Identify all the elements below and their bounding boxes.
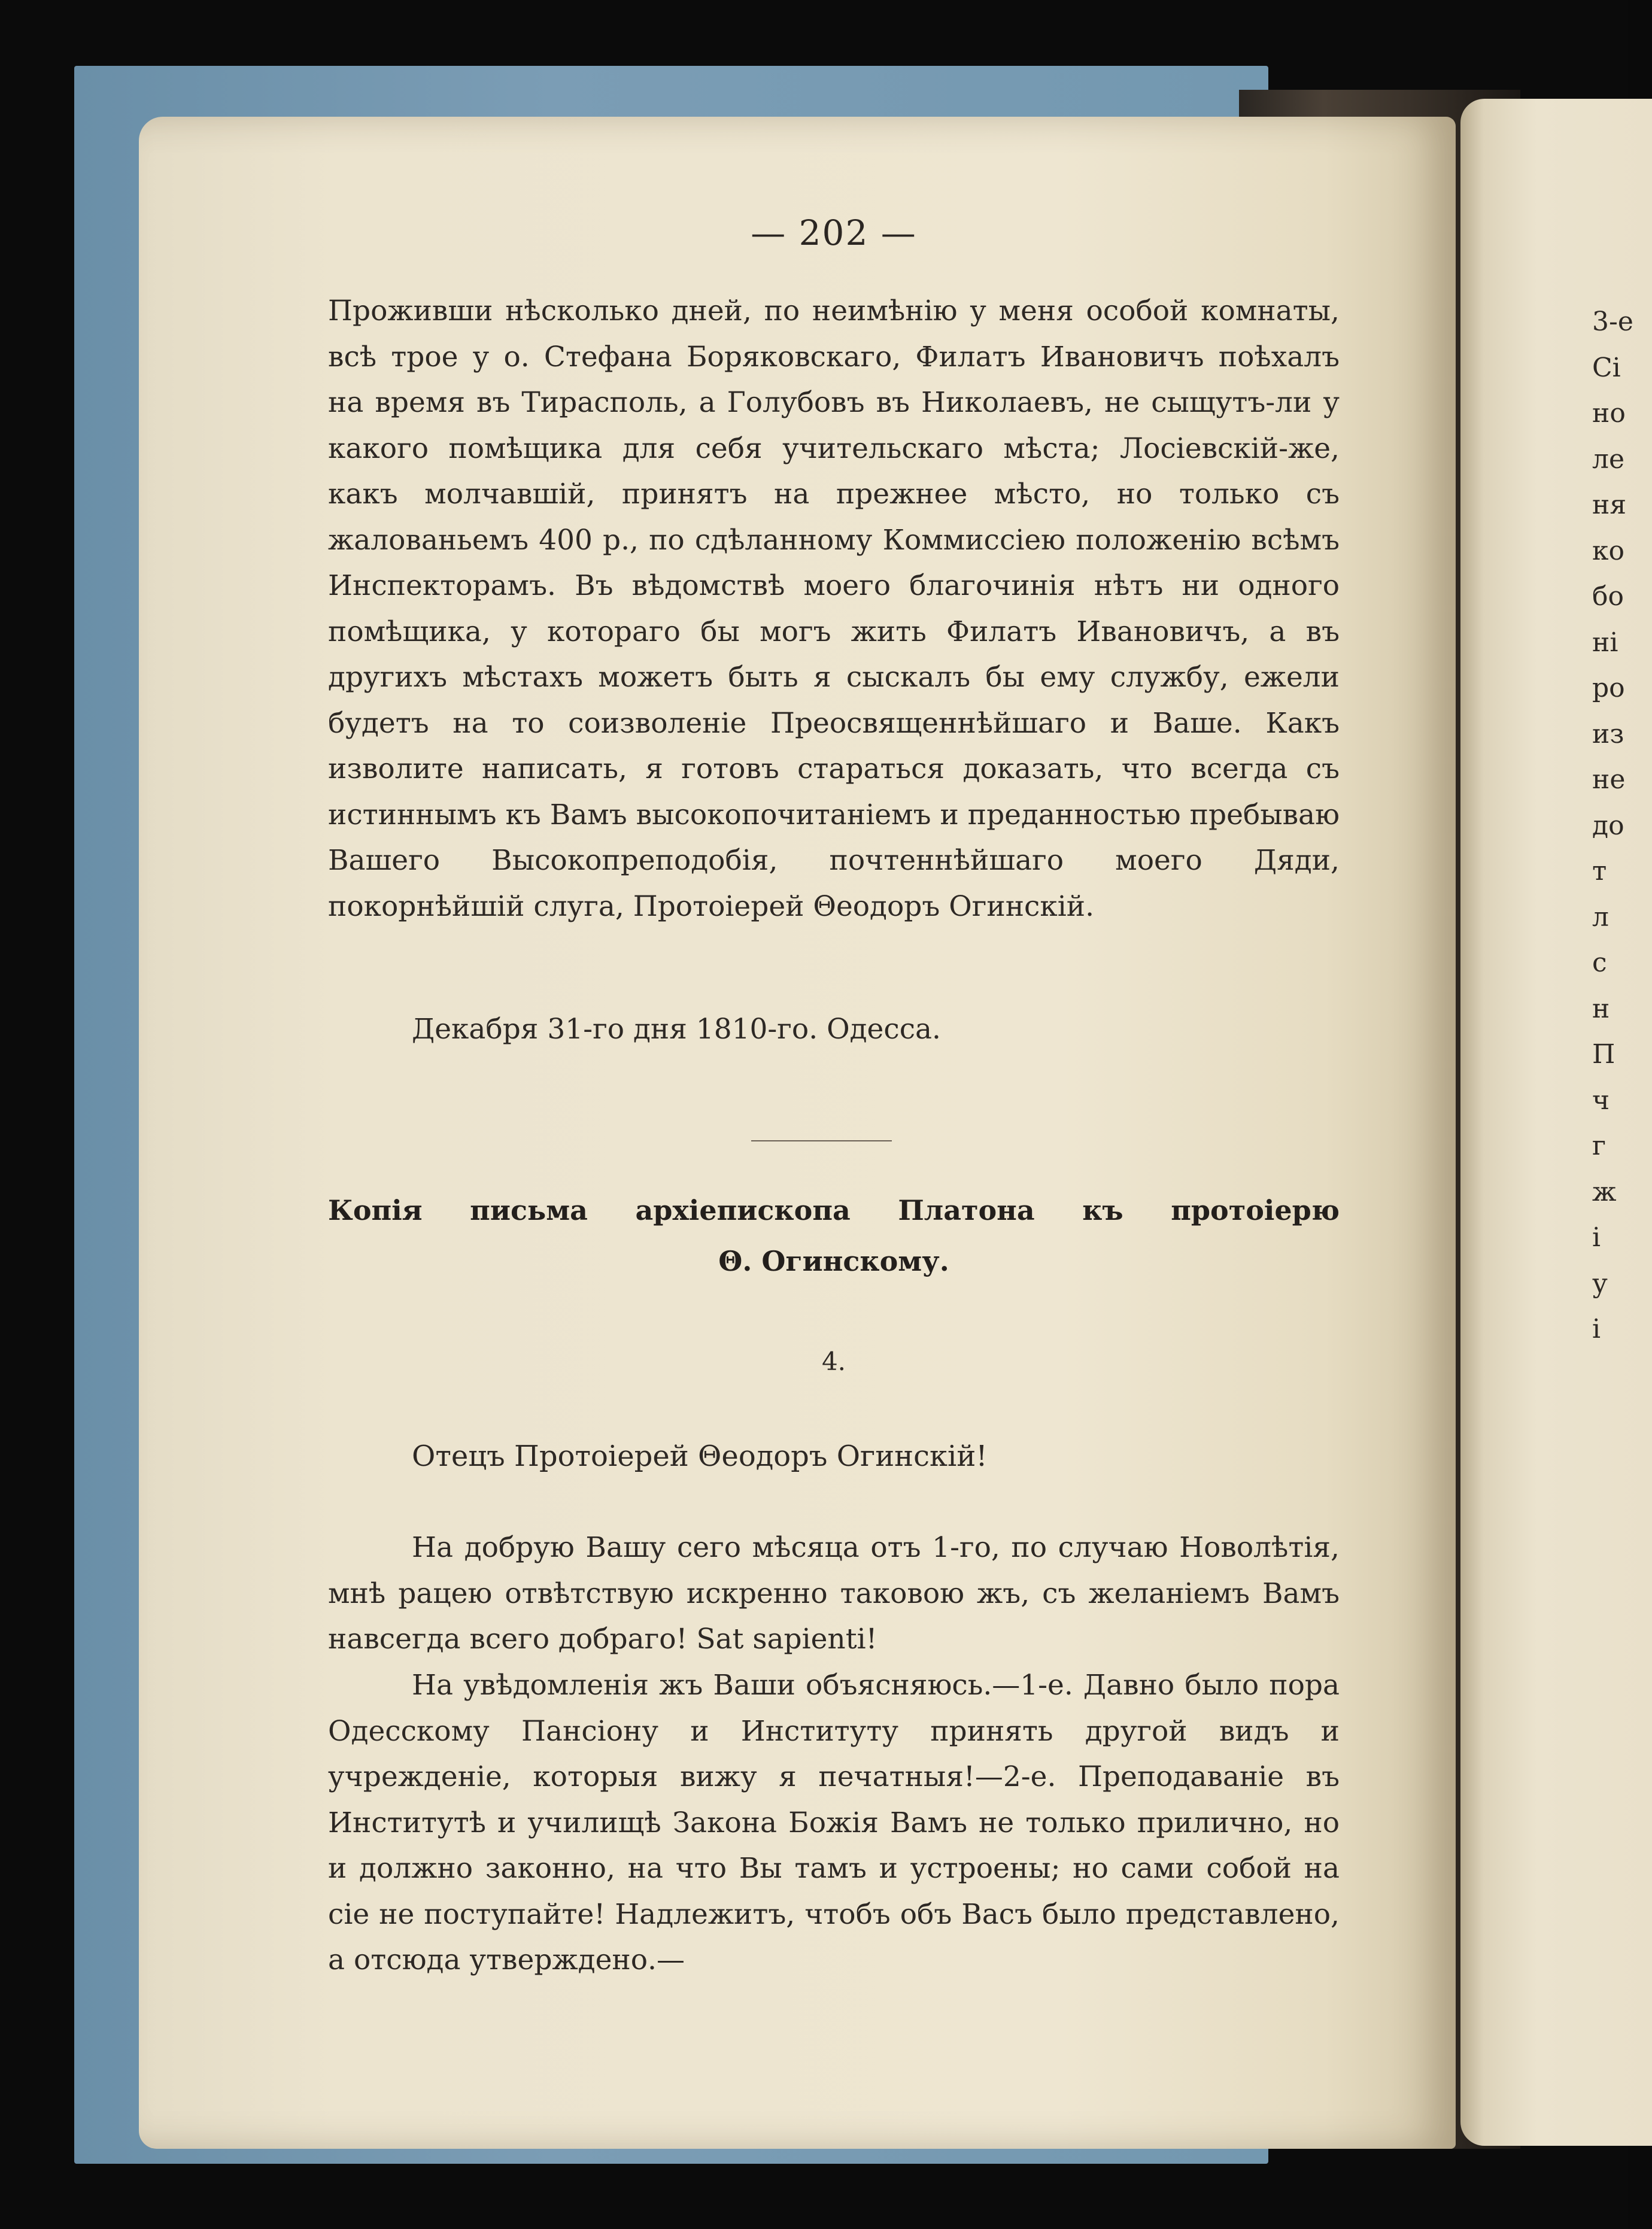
right-fragment-line: из: [1592, 718, 1624, 749]
page-number: — 202 —: [751, 212, 917, 253]
letter-heading-addressee: Θ. Огинскому.: [718, 1245, 949, 1277]
right-fragment-line: не: [1592, 764, 1626, 795]
right-fragment-line: бо: [1592, 581, 1624, 612]
right-fragment-line: 3-е: [1592, 306, 1633, 337]
right-fragment-line: т: [1592, 856, 1607, 886]
right-fragment-line: до: [1592, 810, 1624, 841]
right-fragment-line: ні: [1592, 627, 1618, 658]
salutation: Отецъ Протоіерей Θеодоръ Огинскій!: [412, 1440, 988, 1473]
right-fragment-line: л: [1592, 901, 1609, 933]
right-fragment-line: ня: [1592, 490, 1627, 520]
right-fragment-line: но: [1592, 398, 1626, 429]
right-page-text-fragment: [1592, 299, 1640, 1353]
right-fragment-line: ж: [1592, 1176, 1617, 1207]
letter-number: 4.: [821, 1347, 846, 1376]
date-line: Декабря 31-го дня 1810-го. Одесса.: [412, 1013, 941, 1046]
right-fragment-line: Сі: [1592, 352, 1621, 383]
paragraph-2: На добрую Вашу сего мѣсяца отъ 1-го, по случаю Новолѣтія, мнѣ рацею отвѣтствую искренно таковою жъ, съ желаніемъ Вамъ навсегда всего добраго! Sat sapienti!: [328, 1531, 1340, 1656]
right-fragment-line: г: [1592, 1131, 1607, 1161]
right-fragment-line: с: [1592, 948, 1607, 978]
right-fragment-line: у: [1592, 1268, 1608, 1299]
letter-heading: Копія письма архіепископа Платона къ протоіерю: [328, 1194, 1340, 1226]
right-fragment-line: ро: [1592, 673, 1625, 703]
right-fragment-line: ч: [1592, 1085, 1610, 1116]
paragraph-1: Проживши нѣсколько дней, по неимѣнію у меня особой комнаты, всѣ трое у о. Стефана Боряковскаго, Филатъ Ивановичъ поѣхалъ на время въ Тирасполь, а Голубовъ въ Николаевъ, не сыщутъ-ли у какого помѣщика для себя учительскаго мѣста; Лосіевскій-же, какъ молчавшій, принятъ на прежнее мѣсто, но только съ жалованьемъ 400 р., по сдѣланному Коммиссіею положенію всѣмъ Инспекторамъ. Въ вѣдомствѣ моего благочинія нѣтъ ни одного помѣщика, у котораго бы могъ жить Филатъ Ивановичъ, а въ другихъ мѣстахъ можетъ быть я сыскалъ бы ему службу, ежели будетъ на то соизволеніе Преосвященнѣйшаго и Ваше. Какъ изволите написать, я готовъ стараться доказать, что всегда съ истиннымъ къ Вамъ высокопочитаніемъ и преданностью пребываю Вашего Высокопреподобія, почтеннѣйшаго моего Дяди, покорнѣйшій слуга, Протоіерей Θеодоръ Огинскій.: [328, 294, 1340, 923]
paragraph-3: На увѣдомленія жъ Ваши объясняюсь.—1-е. Давно было пора Одесскому Пансіону и Институту принять другой видъ и учрежденіе, которыя вижу я печатныя!—2-е. Преподаваніе въ Институтѣ и училищѣ Закона Божія Вамъ не только прилично, но и должно законно, на что Вы тамъ и устроены; но сами собой на сіе не поступайте! Надлежитъ, чтобъ объ Васъ было представлено, а отсюда утверждено.—: [328, 1669, 1340, 1976]
right-fragment-line: і: [1592, 1314, 1601, 1344]
right-fragment-line: і: [1592, 1222, 1601, 1253]
right-fragment-line: н: [1592, 993, 1610, 1024]
right-fragment-line: П: [1592, 1039, 1615, 1070]
right-fragment-line: ко: [1592, 535, 1624, 566]
right-fragment-line: ле: [1592, 444, 1624, 475]
section-divider: [751, 1140, 892, 1141]
